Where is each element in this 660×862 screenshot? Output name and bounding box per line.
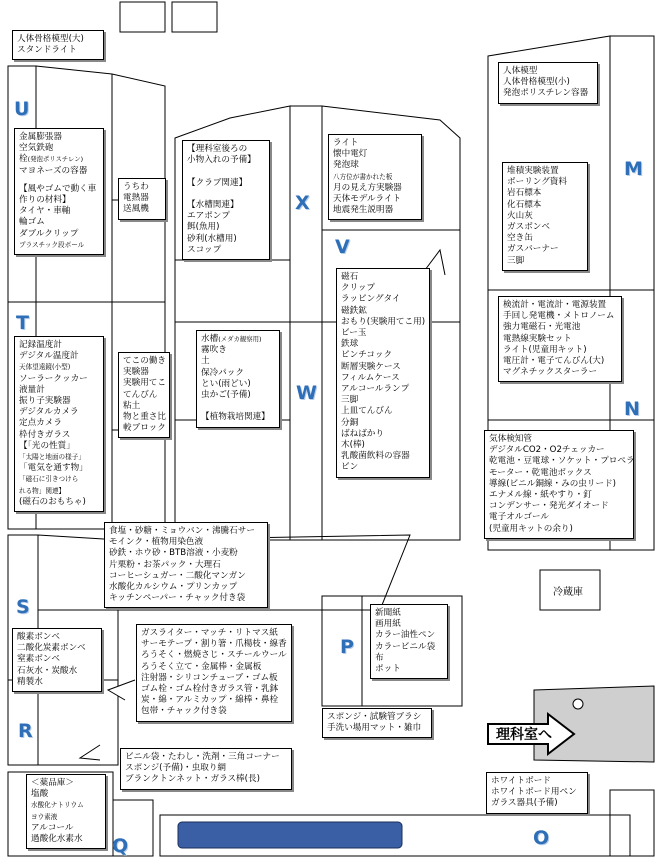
text-line: スポンジ(予備)・虫取り網 bbox=[125, 763, 227, 774]
text-line: 気体検知管 bbox=[489, 434, 532, 444]
text-line: ヨウ素液 bbox=[31, 812, 58, 821]
label-mn-items bbox=[498, 296, 622, 382]
text-line: とい(雨どい) bbox=[201, 378, 251, 389]
text-line: 水酸化カルシウム・プリンカップ bbox=[109, 582, 238, 593]
text-line: 窒素ボンベ bbox=[17, 654, 60, 665]
text-line: 断層実験ケース bbox=[341, 361, 401, 372]
text-line: 新聞紙 bbox=[375, 608, 401, 618]
text-line bbox=[187, 166, 265, 177]
text-line: 酸素ボンベ bbox=[17, 632, 60, 642]
text-line: 発泡球 bbox=[333, 160, 359, 171]
text-line: 餌(魚用) bbox=[187, 222, 220, 233]
label-x-items bbox=[182, 140, 270, 260]
text-line: 八方位が書かれた板 bbox=[333, 172, 393, 181]
text-line: 人体骨格模型(小) bbox=[503, 77, 570, 88]
label-r-items bbox=[120, 748, 292, 790]
text-line: プラスチック段ボール bbox=[19, 240, 85, 249]
text-line: 【理科室後ろの bbox=[187, 144, 248, 154]
text-line: 布 bbox=[375, 652, 384, 663]
text-line: 石灰水・炭酸水 bbox=[17, 665, 78, 676]
text-line: 電熱線実験セット bbox=[503, 333, 572, 344]
text-line: ばねばかり bbox=[341, 428, 384, 439]
text-line: 二酸化炭素ボンベ bbox=[17, 643, 86, 654]
text-line: てんびん bbox=[123, 389, 158, 400]
text-line: スコップ bbox=[187, 244, 222, 255]
text-line: 「太陽と地面の様子」 bbox=[19, 453, 85, 462]
whiteboard-blue bbox=[178, 822, 402, 848]
text-line: 乳酸菌飲料の容器 bbox=[341, 451, 410, 462]
text-line: 記録温度計 bbox=[19, 340, 62, 350]
text-line: ろうそく・燃焼さじ・スチールウール bbox=[141, 650, 287, 661]
text-line: 注射器・シリコンチューブ・ゴム板 bbox=[141, 672, 278, 683]
label-uchiwa bbox=[118, 178, 166, 220]
label-m-items bbox=[502, 162, 588, 271]
text-line: ダブルクリップ bbox=[19, 228, 79, 239]
text-line: 振り子実験器 bbox=[19, 396, 71, 407]
text-line: 片栗粉・お茶パック・大理石 bbox=[109, 559, 221, 570]
text-line: デジタルカメラ bbox=[19, 407, 79, 418]
text-line: ガスライター・マッチ・リトマス紙 bbox=[141, 628, 278, 638]
text-line: 画用紙 bbox=[375, 619, 401, 630]
label-o-items bbox=[486, 772, 588, 814]
text-line: 上皿てんびん bbox=[341, 406, 393, 417]
text-line: 実験用てこ bbox=[123, 378, 166, 389]
text-line: スタンドライト bbox=[17, 45, 77, 56]
text-line: マヨネーズの容器 bbox=[19, 165, 88, 176]
text-line: 地震発生説明器 bbox=[333, 205, 394, 216]
text-line bbox=[201, 334, 275, 345]
text-line: ガスバーナー bbox=[507, 244, 559, 255]
text-line: アルコールランプ bbox=[341, 384, 410, 395]
text-line: 火山灰 bbox=[507, 210, 533, 221]
label-v-items bbox=[336, 268, 430, 478]
text-line: 天体望遠鏡(小型) bbox=[19, 363, 71, 372]
text-part: 栓 bbox=[19, 154, 28, 165]
text-line: 送風機 bbox=[123, 204, 149, 215]
label-center-items bbox=[104, 522, 268, 608]
region-label-r: R bbox=[18, 720, 33, 742]
text-line: 木(棒) bbox=[341, 440, 365, 451]
text-line: タイヤ・車軸 bbox=[19, 206, 71, 217]
text-line: 検流計・電流計・電源装置 bbox=[503, 300, 607, 310]
text-line: 包帯・チャック付き袋 bbox=[141, 706, 227, 717]
text-line: 手回し発電機・メトロノーム bbox=[503, 311, 615, 322]
text-line: 月の見え方実験器 bbox=[333, 182, 402, 193]
label-s-items bbox=[12, 628, 102, 692]
text-line: モーター・乾電池ボックス bbox=[489, 467, 592, 478]
text-line bbox=[19, 154, 99, 165]
text-line: ビニル袋・たわし・洗剤・三角コーナー bbox=[125, 752, 280, 762]
region-label-o: O bbox=[533, 827, 550, 849]
text-line: デジタルCO2・O2チェッカー bbox=[489, 445, 605, 456]
text-line: 保冷パック bbox=[201, 367, 244, 378]
text-line: コンデンサー・発光ダイオード bbox=[489, 501, 609, 512]
text-line: 金属膨張器 bbox=[19, 132, 62, 142]
text-line: 霧吹き bbox=[201, 345, 227, 356]
text-line: 発泡ポリスチレン容器 bbox=[503, 88, 589, 99]
label-v-top bbox=[328, 134, 422, 220]
text-line: ライト bbox=[333, 138, 359, 148]
region-label-t: T bbox=[16, 312, 29, 334]
text-line: 【クラブ関連】 bbox=[187, 177, 248, 188]
text-line: デジタル温度計 bbox=[19, 351, 79, 362]
text-line: 天体モデルライト bbox=[333, 194, 402, 205]
text-line bbox=[187, 189, 265, 200]
text-line: アルコール bbox=[31, 822, 74, 833]
region-label-w: W bbox=[296, 382, 317, 404]
text-part: 水槽 bbox=[201, 334, 219, 344]
text-line: 水酸化ナトリウム bbox=[31, 801, 84, 810]
text-line: 精製水 bbox=[17, 676, 43, 687]
region-label-u: U bbox=[14, 98, 30, 120]
text-line: 砂利(水槽用) bbox=[187, 233, 237, 244]
text-line: 「電気を通す物」 bbox=[19, 463, 88, 474]
text-line: 砂鉄・ホウ砂・BTB溶液・小麦粉 bbox=[109, 548, 238, 559]
text-line: ラッピングタイ bbox=[341, 294, 401, 305]
label-sponge bbox=[322, 708, 432, 738]
region-label-v: V bbox=[335, 236, 350, 258]
text-line: 分銅 bbox=[341, 417, 359, 428]
text-line: フィルムケース bbox=[341, 372, 400, 383]
text-line: 乾電池・豆電球・ソケット・プロペラ bbox=[489, 456, 635, 467]
text-line: 【風やゴムで動く車 bbox=[19, 183, 97, 194]
label-t-items bbox=[14, 336, 104, 512]
table-spine bbox=[290, 106, 322, 540]
text-line: 岩石標本 bbox=[507, 188, 542, 199]
text-line: 人体模型 bbox=[503, 66, 538, 76]
text-line: 導線(ビニル銅線・みの虫リード) bbox=[489, 478, 617, 489]
text-line: 液量計 bbox=[19, 384, 45, 395]
label-stand-light bbox=[12, 30, 104, 60]
text-line: 輪ゴム bbox=[19, 217, 45, 228]
text-line: ガラス器具(予備) bbox=[491, 798, 558, 809]
text-line: サーモテープ・割り箸・爪楊枝・線香 bbox=[141, 639, 287, 650]
text-line: 化石標本 bbox=[507, 199, 542, 210]
window-left bbox=[120, 2, 165, 32]
text-line: (磁石のおもちゃ) bbox=[19, 496, 86, 507]
text-line: うちわ bbox=[123, 182, 149, 192]
text-line: ポット bbox=[375, 664, 401, 675]
text-line: スポンジ・試験管ブラシ bbox=[327, 712, 422, 722]
text-line: 三脚 bbox=[507, 255, 525, 266]
label-m-top bbox=[498, 62, 598, 104]
to-science-room-label: 理科室へ bbox=[496, 727, 552, 743]
text-line: れる物」関連】 bbox=[19, 486, 66, 495]
label-chemicals bbox=[26, 774, 106, 849]
text-line: 定点カメラ bbox=[19, 418, 62, 429]
region-label-s: S bbox=[16, 596, 30, 618]
text-line: エアポンプ bbox=[187, 211, 230, 222]
text-line: てこの働き bbox=[123, 356, 166, 366]
text-line: 三脚 bbox=[341, 395, 359, 406]
label-gas-items bbox=[136, 624, 292, 722]
region-label-p: P bbox=[340, 636, 354, 658]
label-teko bbox=[118, 352, 170, 438]
text-line: 小物入れの予備】 bbox=[187, 155, 256, 166]
text-line: カラービニル袋 bbox=[375, 641, 436, 652]
text-line: 実験器 bbox=[123, 367, 149, 378]
text-line: 磁石 bbox=[341, 272, 359, 282]
text-line: 土 bbox=[201, 356, 210, 367]
text-part: (発泡ポリスチレン) bbox=[27, 155, 84, 164]
text-line: ライト(児童用キット) bbox=[503, 344, 587, 355]
text-line: ＜薬品庫＞ bbox=[31, 778, 74, 788]
label-n-items bbox=[484, 430, 634, 539]
text-line: モインク・植物用染色液 bbox=[109, 537, 204, 548]
text-line: 空気鉄砲 bbox=[19, 143, 54, 154]
label-u-items bbox=[14, 128, 104, 255]
region-label-m: M bbox=[624, 158, 643, 180]
text-line: ホワイトボード bbox=[491, 776, 551, 786]
text-line: 虫かご(予備) bbox=[201, 390, 251, 401]
text-line: 炭・綿・アルミカップ・綿棒・鼻栓 bbox=[141, 695, 279, 706]
refrigerator-label: 冷蔵庫 bbox=[553, 587, 583, 598]
text-line: マグネチックスターラー bbox=[503, 367, 598, 378]
text-line: 強力電磁石・光電池 bbox=[503, 322, 581, 333]
text-line: ろうそく立て・金属棒・金属板 bbox=[141, 661, 262, 672]
text-line: ガスボンベ bbox=[507, 222, 550, 233]
text-line: クリップ bbox=[341, 283, 376, 294]
text-line: 【「光の性質」 bbox=[19, 440, 75, 451]
text-line: 塩酸 bbox=[31, 789, 49, 800]
text-line: 物と重さ比 bbox=[123, 412, 166, 423]
region-label-n: N bbox=[624, 398, 640, 420]
text-line: カラー油性ペン bbox=[375, 630, 436, 641]
text-line: 懐中電灯 bbox=[333, 149, 368, 160]
text-line: ボーリング資料 bbox=[507, 177, 567, 188]
label-p-items bbox=[370, 604, 448, 679]
text-line: キッチンペーパー・チャック付き袋 bbox=[109, 593, 246, 604]
text-line: 鉄球 bbox=[341, 339, 359, 350]
label-w-items bbox=[196, 330, 280, 428]
text-part: (メダカ観察用) bbox=[218, 335, 262, 343]
text-line: 過酸化水素水 bbox=[31, 834, 83, 845]
text-line: ビー玉 bbox=[341, 328, 367, 339]
text-line: 枠付きガラス bbox=[19, 429, 71, 440]
text-line: エナメル線・紙やすり・釘 bbox=[489, 490, 592, 501]
text-line: 電子オルゴール bbox=[489, 512, 549, 523]
text-line: ソーラークッカー bbox=[19, 373, 88, 384]
text-line: 【水槽関連】 bbox=[187, 200, 239, 211]
text-line: 磁鉄鉱 bbox=[341, 305, 367, 316]
region-label-q: Q bbox=[112, 835, 129, 857]
text-line: 堆積実験装置 bbox=[507, 166, 559, 176]
region-label-x: X bbox=[295, 192, 310, 214]
text-line: 電圧計・電子てんびん(大) bbox=[503, 356, 605, 367]
text-line: 粘土 bbox=[123, 400, 141, 411]
text-line: ホワイトボード用ペン bbox=[491, 787, 577, 798]
text-line: 空き缶 bbox=[507, 233, 533, 244]
text-line: おもり(実験用てこ用) bbox=[341, 316, 426, 327]
text-line: ブランクトンネット・ガラス棒(長) bbox=[125, 774, 260, 785]
text-line: コーヒーシュガー・二酸化マンガン bbox=[109, 570, 246, 581]
text-line: 手洗い場用マット・雑巾 bbox=[327, 723, 422, 734]
window-right bbox=[172, 2, 217, 32]
text-line: 較ブロック bbox=[123, 423, 166, 434]
text-line: ビン bbox=[341, 462, 359, 473]
text-line: ピンチコック bbox=[341, 350, 393, 361]
text-line: 「磁石に引きつけら bbox=[19, 475, 79, 484]
text-line: 【植物栽培関連】 bbox=[201, 412, 270, 423]
text-line bbox=[201, 401, 275, 412]
text-line: 人体骨格模型(大) bbox=[17, 34, 84, 44]
text-line: ゴム栓・ゴム栓付きガラス管・乳鉢 bbox=[141, 684, 279, 695]
text-line: 電熱器 bbox=[123, 193, 149, 204]
text-line: 食塩・砂糖・ミョウバン・沸騰石サー bbox=[109, 526, 255, 536]
text-line: (児童用キットの余り) bbox=[489, 523, 573, 534]
text-line: 作りの材料】 bbox=[19, 195, 71, 206]
